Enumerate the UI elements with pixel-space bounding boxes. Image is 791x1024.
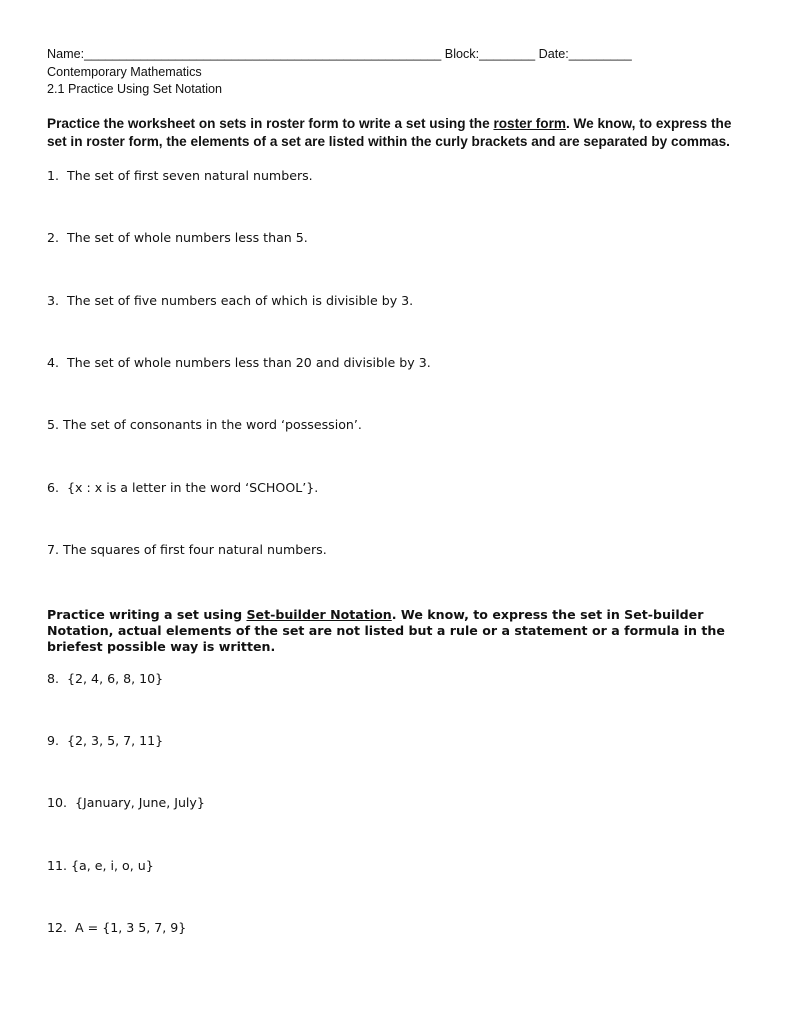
name-block-date-line: Name:___________________________________________________ Block:________ Date:_________: [47, 47, 632, 61]
question-1: 1. The set of first seven natural numbers.: [47, 168, 313, 183]
question-11: 11. {a, e, i, o, u}: [47, 858, 154, 873]
set-builder-term: Set-builder Notation: [246, 607, 392, 622]
roster-form-instructions: [47, 115, 747, 151]
question-3: 3. The set of five numbers each of which is divisible by 3.: [47, 293, 414, 308]
instructions-text: . We know, to express the set in roster form, the elements of a set are listed within the curly brackets and are separated by commas.: [47, 116, 732, 149]
question-7: 7. The squares of first four natural numbers.: [47, 542, 327, 557]
course-title: Contemporary Mathematics: [47, 65, 202, 79]
instructions-text: Practice the worksheet on sets in roster form to write a set using the: [47, 116, 494, 131]
question-8: 8. {2, 4, 6, 8, 10}: [47, 671, 164, 686]
lesson-title: 2.1 Practice Using Set Notation: [47, 82, 223, 96]
question-5: 5. The set of consonants in the word ‘possession’.: [47, 417, 362, 432]
question-4: 4. The set of whole numbers less than 20 and divisible by 3.: [47, 355, 431, 370]
question-10: 10. {January, June, July}: [47, 795, 205, 810]
instructions-text: Practice writing a set using: [47, 607, 247, 622]
question-9: 9. {2, 3, 5, 7, 11}: [47, 733, 164, 748]
question-2: 2. The set of whole numbers less than 5.: [47, 230, 308, 245]
set-builder-instructions: [47, 607, 747, 655]
instructions-text: . We know, to express the set in Set-builder Notation, actual elements of the set are not listed but a rule or a statement or a formula in the briefest possible way is written.: [47, 607, 725, 654]
roster-form-term: roster form: [493, 116, 566, 131]
question-12: 12. A = {1, 3 5, 7, 9}: [47, 920, 187, 935]
question-6: 6. {x : x is a letter in the word ‘SCHOOL’}.: [47, 480, 319, 495]
